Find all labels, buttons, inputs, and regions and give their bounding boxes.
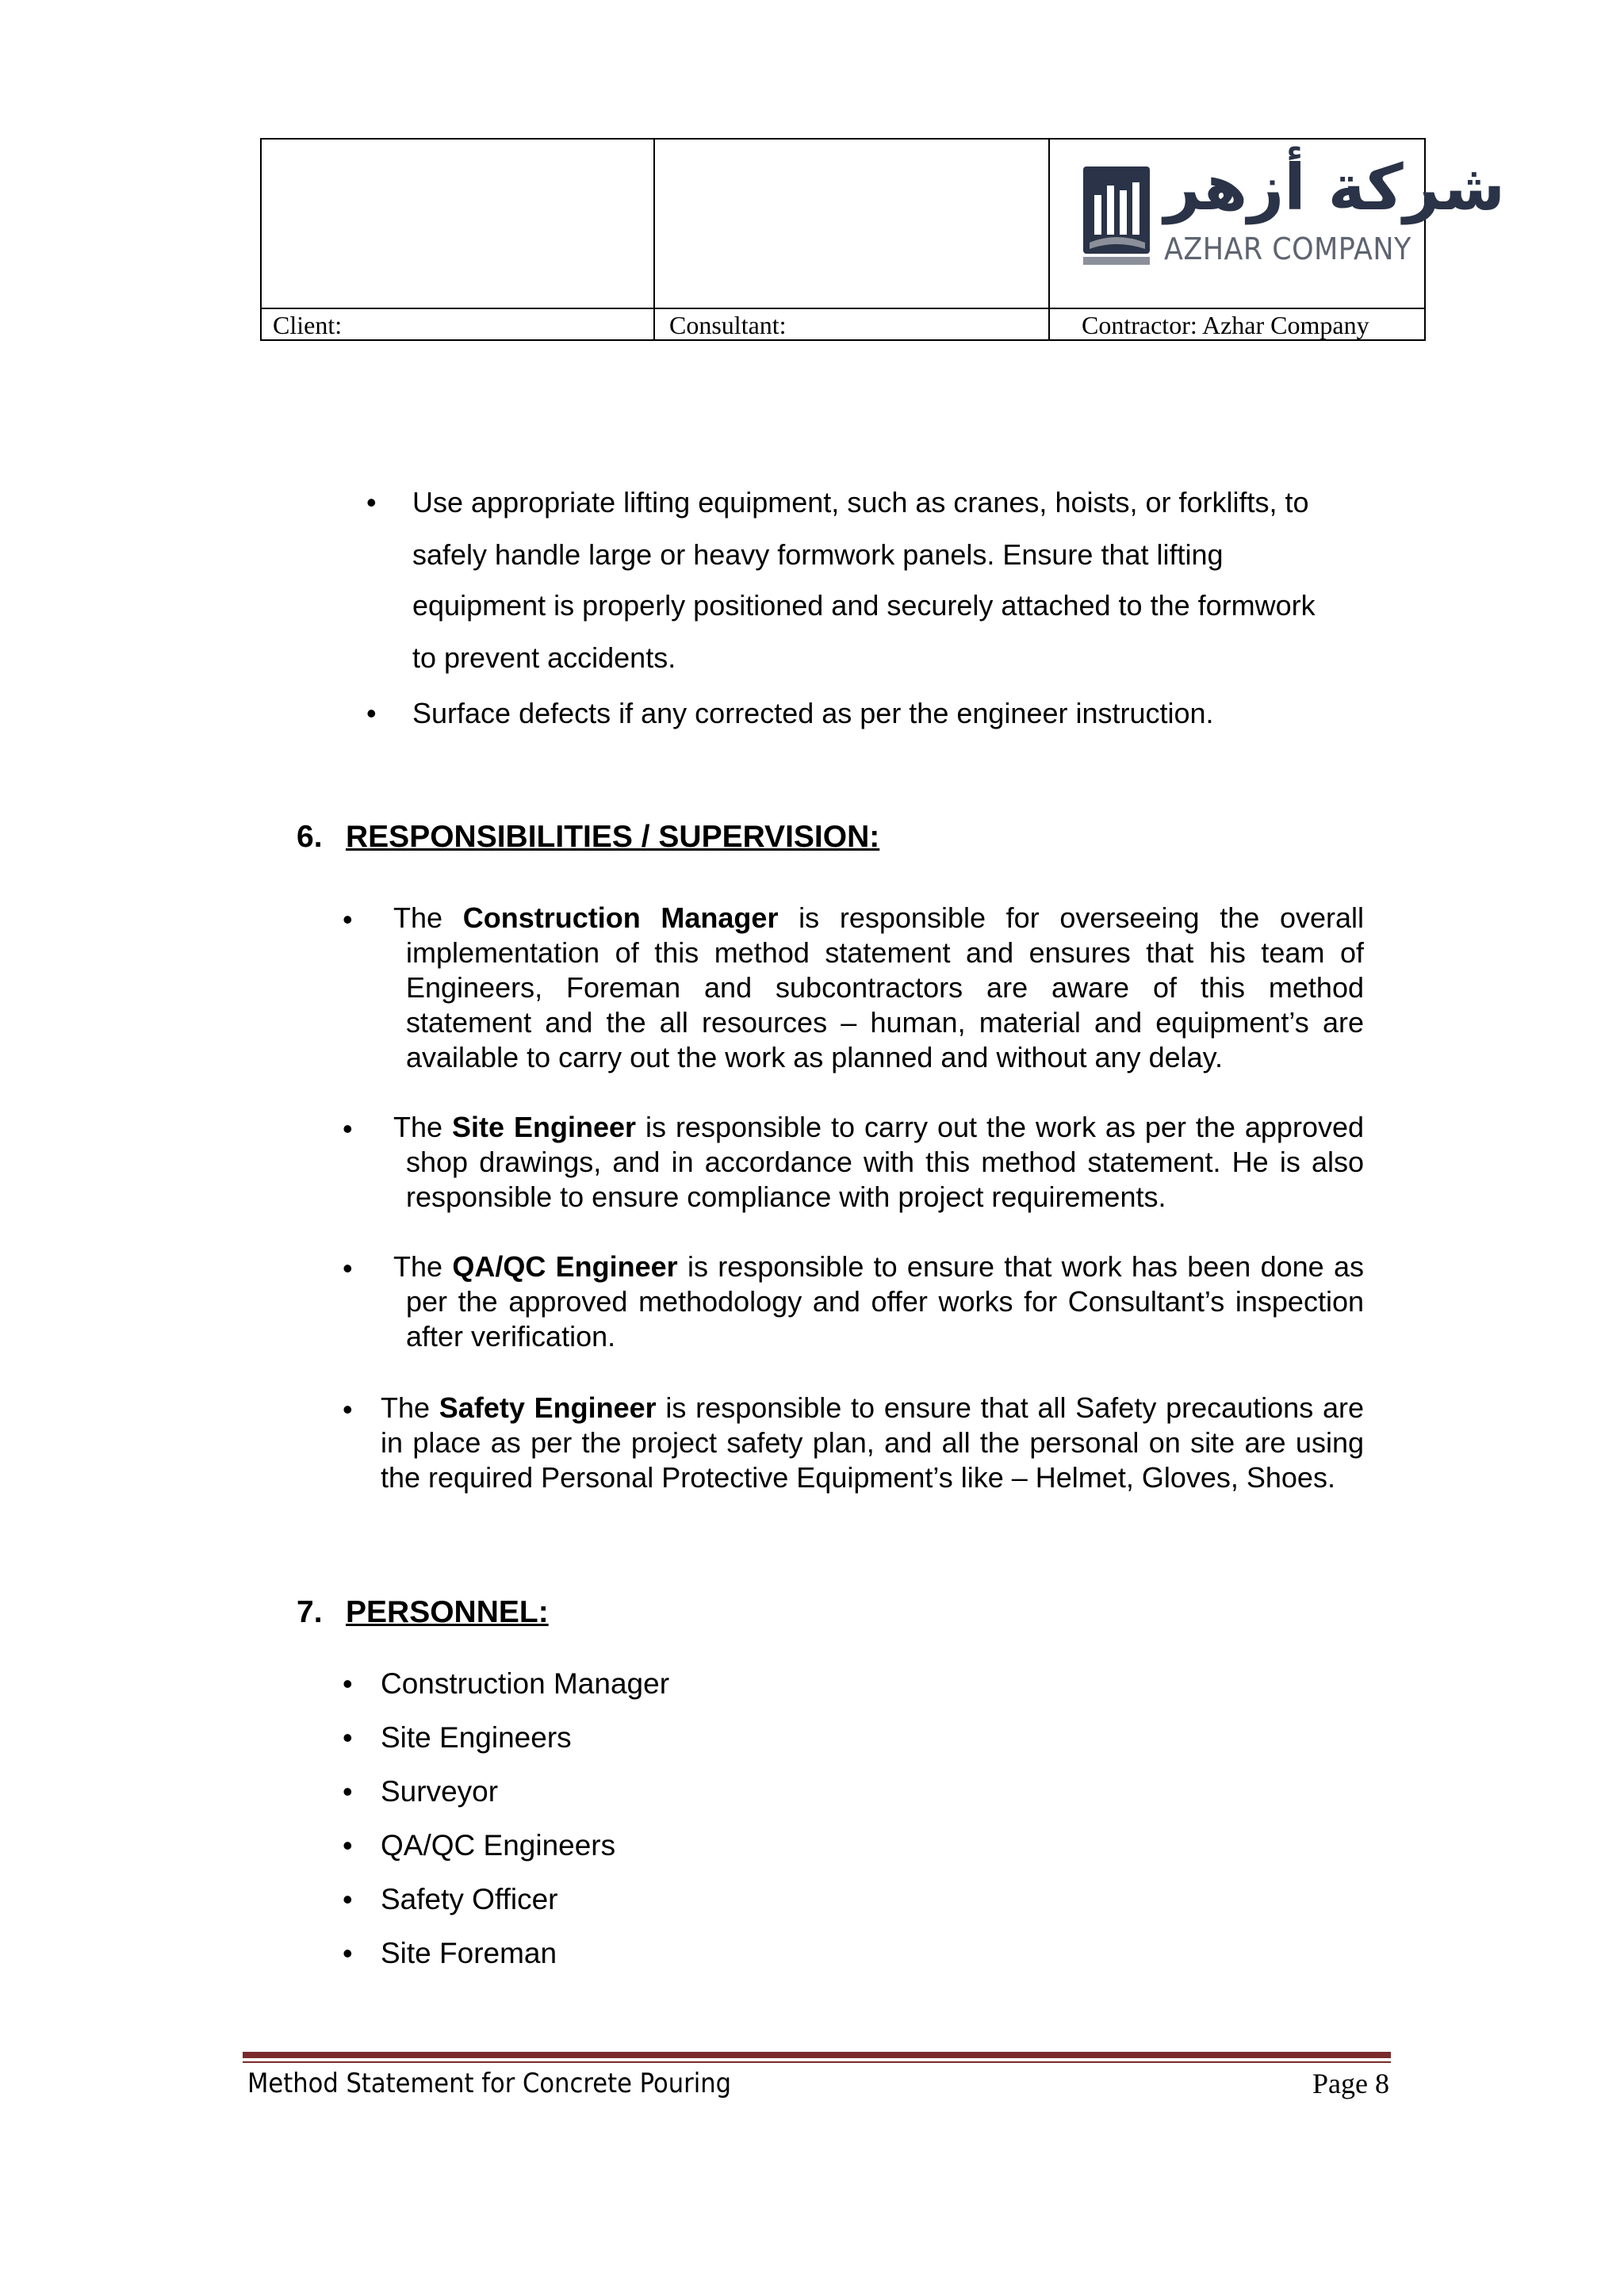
list-item: Site Foreman [381,1937,557,1969]
list-item: Use appropriate lifting equipment, such as cranes, hoists, or forklifts, to [412,486,1309,519]
bullet-dot: • [343,1393,353,1425]
logo-english-text: AZHAR COMPANY [1164,232,1411,266]
header-table [260,138,1506,341]
bullet-dot: • [343,903,353,936]
list-item: Site Engineers [381,1721,572,1754]
bullet-dot: • [343,1883,353,1915]
list-item: Surface defects if any corrected as per the engineer instruction. [412,697,1214,729]
bullet-dot: • [343,1775,353,1808]
bullet-dot: • [343,1112,353,1145]
bullet-dot: • [366,486,377,519]
consultant-label: Consultant: [669,311,787,339]
bullet-dot: • [343,1937,353,1969]
footer-page-number: Page 8 [1312,2068,1389,2099]
logo-arabic-text: شركة أزهر [1164,151,1506,224]
list-item: equipment is properly positioned and securely attached to the formwork [412,589,1316,622]
responsibility-site-engineer: The Site Engineer is responsible to carry out the work as per the approved shop drawings, and in accordance with this method statement. He is also responsible to ensure compliance with project requirements. [393,1111,1365,1213]
footer-rule-thin [243,2061,1391,2063]
bullet-dot: • [366,697,377,729]
footer-rule-thick [243,2052,1391,2058]
list-item: Safety Officer [381,1883,558,1915]
bullet-dot: • [343,1252,353,1284]
list-item: QA/QC Engineers [381,1829,616,1862]
footer-document-title: Method Statement for Concrete Pouring [247,2068,732,2099]
responsibility-qaqc-engineer: The QA/QC Engineer is responsible to ensure that work has been done as per the approved methodology and offer works for Consultant’s inspection after verification. [393,1250,1364,1353]
list-item: to prevent accidents. [412,641,676,674]
list-item: Construction Manager [381,1667,670,1700]
contractor-label: Contractor: Azhar Company [1082,311,1369,339]
responsibility-safety-engineer: The Safety Engineer is responsible to ensure that all Safety precautions are in place as per the project safety plan, and all the personal on site are using the required Personal Protective Equipment’s like – Helmet, Gloves, Shoes. [381,1391,1364,1494]
responsibility-construction-manager: The Construction Manager is responsible for overseeing the overall implementation of this method statement and ensures that his team of Engineers, Foreman and subcontractors are aware of this method statement and the all resources – human, material and equipment’s are available to carry out the work as planned and without any delay. [393,901,1364,1073]
bullet-dot: • [343,1721,353,1754]
client-label: Client: [273,311,343,339]
bullet-dot: • [343,1667,353,1700]
list-item: safely handle large or heavy formwork panels. Ensure that lifting [412,538,1224,571]
bullet-dot: • [343,1829,353,1862]
list-item: Surveyor [381,1775,499,1808]
